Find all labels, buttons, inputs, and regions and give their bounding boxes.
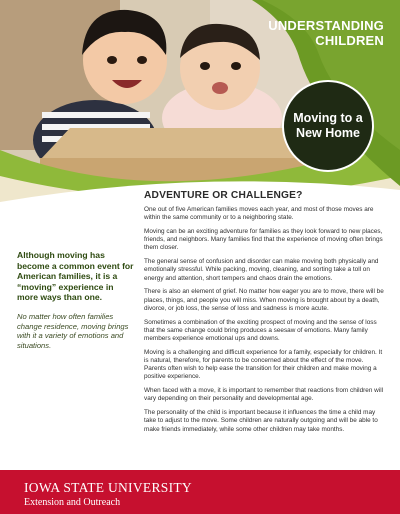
article-paragraph: The personality of the child is important because it influences the time a child may take to adjust to the move. Some children are naturally outgoing and will be able to make friends immediately, while some other children may take months. — [144, 409, 378, 433]
article-paragraph: When faced with a move, it is important to remember that reactions from children will vary depending on their personality and developmental age. — [144, 387, 384, 403]
footer-bar — [0, 470, 400, 514]
sidebar — [17, 250, 135, 350]
extension-unit: Extension and Outreach — [24, 497, 121, 508]
article-paragraph: Moving is a challenging and difficult experience for a family, especially for children. It is natural, therefore, for parents to be concerned about the effect of the move. Parents often wish to help ease the transition for their children and make moving a positive experience. — [144, 348, 383, 381]
sidebar-note: No matter how often families change residence, moving brings with it a variety of emotions and situations. — [17, 311, 129, 350]
article-paragraph: One out of five American families moves each year, and most of those moves are within the same community or to a neighboring state. — [144, 206, 374, 222]
publication-title: Moving to a New Home — [293, 111, 363, 140]
title-badge — [282, 80, 374, 172]
article-heading: ADVENTURE OR CHALLENGE? — [144, 190, 303, 201]
university-wordmark: IOWA STATE UNIVERSITY — [24, 480, 192, 495]
series-title: UNDERSTANDING CHILDREN — [268, 18, 384, 48]
article-paragraph: There is also an element of grief. No matter how eager you are to move, there will be places, things, and people you will miss. When moving is brought about by a death, divorce, or job loss, the sense of loss and sadness is more acute. — [144, 288, 384, 312]
article-paragraph: Sometimes a combination of the exciting prospect of moving and the sense of loss that the same change could bring produces a seesaw of emotions. Many family members experience emotional ups and downs. — [144, 318, 377, 343]
article-paragraph: Moving can be an exciting adventure for families as they look forward to new places, friends, and neighbors. Many families find that the experience of moving often brings them closer. — [144, 228, 383, 252]
article-paragraph: The general sense of confusion and disorder can make moving both physically and emotionally stressful. While packing, moving, cleaning, and sorting take a toll on energy and attention, short tempers and chaos drain the emotions. — [144, 258, 379, 282]
pull-quote: Although moving has become a common event for American families, it is a “moving” experience in more ways than one. — [17, 250, 134, 303]
article-body — [144, 190, 384, 439]
